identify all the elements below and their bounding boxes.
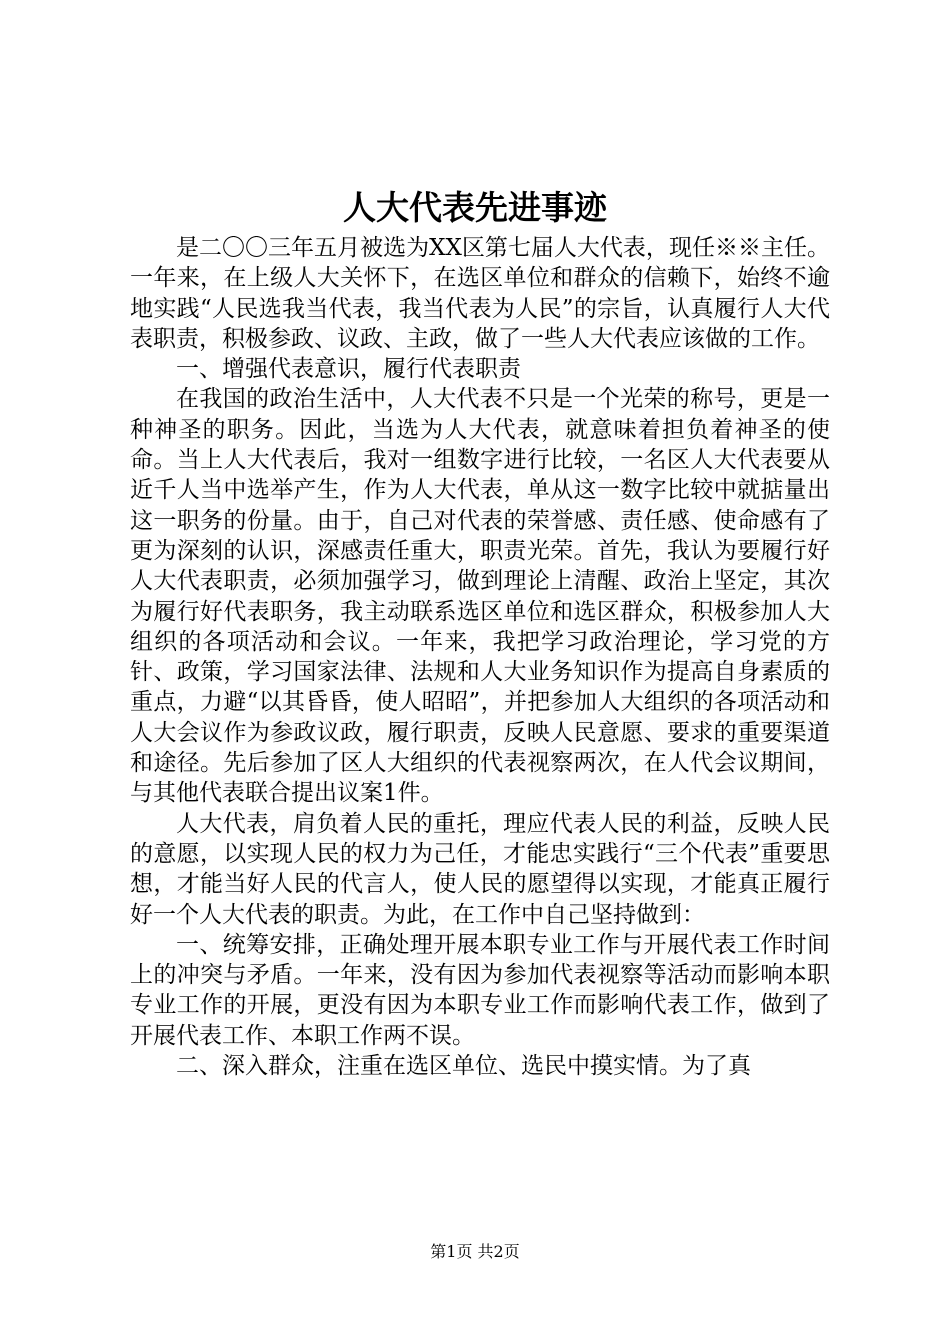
- document-body: [130, 233, 830, 1081]
- paragraph-point-1: 一、统筹安排，正确处理开展本职专业工作与开展代表工作时间上的冲突与矛盾。一年来，没有因为参加代表视察等活动而影响本职专业工作的开展，更没有因为本职专业工作而影响代表工作，做到了开展代表工作、本职工作两不误。: [130, 931, 830, 1049]
- paragraph-duty: 在我国的政治生活中，人大代表不只是一个光荣的称号，更是一种神圣的职务。因此，当选为人大代表，就意味着担负着神圣的使命。当上人大代表后，我对一组数字进行比较，一名区人大代表要从近千人当中选举产生，作为人大代表，单从这一数字比较中就掂量出这一职务的份量。由于，自己对代表的荣誉感、责任感、使命感有了更为深刻的认识，深感责任重大，职责光荣。首先，我认为要履行好人大代表职责，必须加强学习，做到理论上清醒、政治上坚定，其次为履行好代表职务，我主动联系选区单位和选区群众，积极参加人大组织的各项活动和会议。一年来，我把学习政治理论，学习党的方针、政策，学习国家法律、法规和人大业务知识作为提高自身素质的重点，力避“以其昏昏，使人昭昭”，并把参加人大组织的各项活动和人大会议作为参政议政，履行职责，反映人民意愿、要求的重要渠道和途径。先后参加了区人大组织的代表视察两次，在人代会议期间，与其他代表联合提出议案1件。: [130, 386, 830, 807]
- paragraph-point-2: 二、深入群众，注重在选区单位、选民中摸实情。为了真: [176, 1053, 751, 1080]
- section-heading-1: 一、增强代表意识，履行代表职责: [176, 356, 521, 383]
- paragraph-mission: 人大代表，肩负着人民的重托，理应代表人民的利益，反映人民的意愿，以实现人民的权力为己任，才能忠实践行“三个代表”重要思想，才能当好人民的代言人，使人民的愿望得以实现，才能真正履行好一个人大代表的职责。为此，在工作中自己坚持做到：: [130, 810, 830, 928]
- document-title: 人大代表先进事迹: [343, 188, 607, 227]
- paragraph-intro: 是二〇〇三年五月被选为XX区第七届人大代表，现任※※主任。一年来，在上级人大关怀下，在选区单位和群众的信赖下，始终不逾地实践“人民选我当代表，我当代表为人民”的宗旨，认真履行人大代表职责，积极参政、议政、主政，做了一些人大代表应该做的工作。: [130, 235, 830, 352]
- page-footer: 第1页 共2页: [430, 1242, 520, 1261]
